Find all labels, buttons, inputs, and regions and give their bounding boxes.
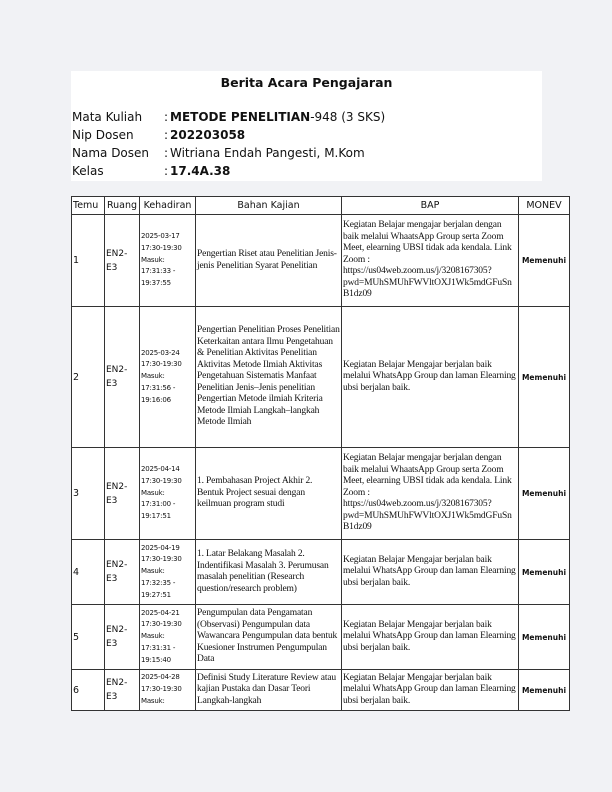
attendance-date: 2025-04-28	[141, 673, 180, 682]
cell-bahan-kajian: 1. Pembahasan Project Akhir 2. Bentuk Project sesuai dengan keilmuan program studi	[196, 448, 342, 540]
cell-monev: Memenuhi	[519, 540, 570, 605]
attendance-masuk: 17:32:35 -	[141, 578, 176, 587]
attendance-time: 17:30-19:30	[141, 360, 182, 369]
info-value	[170, 110, 385, 124]
cell-temu: 6	[72, 670, 105, 711]
info-value	[170, 128, 245, 142]
table-row	[72, 605, 570, 670]
attendance-time: 17:30-19:30	[141, 243, 182, 252]
cell-ruang: EN2-E3	[105, 670, 140, 711]
cell-kehadiran	[140, 307, 196, 448]
attendance-masuk: 17:31:00 -	[141, 500, 176, 509]
table-header-row	[72, 197, 570, 215]
attendance-time: 17:30-19:30	[141, 476, 182, 485]
cell-temu: 5	[72, 605, 105, 670]
info-nama-dosen	[72, 146, 365, 160]
info-separator: :	[164, 146, 169, 160]
cell-monev: Memenuhi	[519, 448, 570, 540]
cell-monev: Memenuhi	[519, 215, 570, 307]
attendance-masuk-label: Masuk:	[141, 696, 165, 705]
cell-bap: Kegiatan Belajar Mengajar berjalan baik melalui WhatsApp Group dan laman Elearning ubsi berjalan baik.	[342, 307, 519, 448]
info-separator: :	[164, 110, 169, 124]
header-temu: Temu	[72, 197, 105, 215]
cell-bahan-kajian: Definisi Study Literature Review atau kajian Pustaka dan Dasar Teori Langkah-langkah	[196, 670, 342, 711]
attendance-table	[71, 196, 570, 711]
cell-temu: 3	[72, 448, 105, 540]
attendance-keluar: 19:37:55	[141, 279, 171, 288]
attendance-date: 2025-04-14	[141, 465, 180, 473]
attendance-time: 17:30-19:30	[141, 555, 182, 564]
attendance-masuk-label: Masuk:	[141, 255, 165, 264]
attendance-masuk-label: Masuk:	[141, 372, 165, 381]
attendance-masuk-label: Masuk:	[141, 567, 165, 576]
attendance-masuk: 17:31:33 -	[141, 267, 176, 276]
table-row	[72, 215, 570, 307]
attendance-keluar: 19:15:40	[141, 655, 171, 664]
lecturer-name: Witriana Endah Pangesti, M.Kom	[170, 146, 365, 160]
cell-kehadiran	[140, 448, 196, 540]
course-name: METODE PENELITIAN	[170, 110, 311, 124]
class-value: 17.4A.38	[170, 164, 231, 178]
cell-ruang: EN2-E3	[105, 605, 140, 670]
cell-bap: Kegiatan Belajar Mengajar berjalan baik melalui WhatsApp Group dan laman Elearning ubsi berjalan baik.	[342, 605, 519, 670]
cell-ruang: EN2-E3	[105, 215, 140, 307]
table-row	[72, 307, 570, 448]
info-label: Mata Kuliah	[72, 110, 143, 124]
report-header	[71, 71, 542, 181]
header-ruang: Ruang	[105, 197, 140, 215]
cell-bap: Kegiatan Belajar Mengajar berjalan baik melalui WhatsApp Group dan laman Elearning ubsi berjalan baik.	[342, 670, 519, 711]
cell-bahan-kajian: Pengertian Riset atau Penelitian Jenis-jenis Penelitian Syarat Penelitian	[196, 215, 342, 307]
attendance-masuk-label: Masuk:	[141, 488, 165, 497]
cell-ruang: EN2-E3	[105, 540, 140, 605]
cell-monev: Memenuhi	[519, 307, 570, 448]
cell-ruang: EN2-E3	[105, 307, 140, 448]
cell-bap: Kegiatan Belajar Mengajar berjalan baik melalui WhatsApp Group dan laman Elearning ubsi berjalan baik.	[342, 540, 519, 605]
attendance-date: 2025-04-21	[141, 608, 180, 617]
info-label: Nip Dosen	[72, 128, 134, 142]
cell-kehadiran	[140, 670, 196, 711]
cell-temu: 4	[72, 540, 105, 605]
cell-bap: Kegiatan Belajar mengajar berjalan dengan baik melalui WhaatsApp Group serta Zoom Meet, elearning UBSI tidak ada kendala. Link Zoom : https://us04web.zoom.us/j/3208167305?pwd=MUhSMUhFWVltOXJ1Wk5mdGFuSnB1dz09	[342, 448, 519, 540]
cell-temu: 2	[72, 307, 105, 448]
table-row	[72, 448, 570, 540]
cell-ruang: EN2-E3	[105, 448, 140, 540]
attendance-masuk: 17:31:31 -	[141, 643, 176, 652]
attendance-date: 2025-04-19	[141, 543, 180, 552]
cell-temu: 1	[72, 215, 105, 307]
attendance-keluar: 19:16:06	[141, 395, 171, 404]
cell-monev: Memenuhi	[519, 605, 570, 670]
attendance-masuk: 17:31:56 -	[141, 383, 176, 392]
document-title: Berita Acara Pengajaran	[220, 75, 393, 90]
attendance-time: 17:30-19:30	[141, 685, 182, 694]
info-separator: :	[164, 128, 169, 142]
attendance-time: 17:30-19:30	[141, 620, 182, 629]
cell-bahan-kajian: Pengumpulan data Pengamatan (Observasi) Pengumpulan data Wawancara Pengumpulan data bentuk Kuesioner Instrumen Pengumpulan Data	[196, 605, 342, 670]
info-nip	[72, 128, 245, 142]
cell-kehadiran	[140, 605, 196, 670]
attendance-date: 2025-03-17	[141, 232, 180, 240]
header-bap: BAP	[342, 197, 519, 215]
attendance-keluar: 19:27:51	[141, 590, 171, 599]
cell-bap: Kegiatan Belajar mengajar berjalan dengan baik melalui WhaatsApp Group serta Zoom Meet, elearning UBSI tidak ada kendala. Link Zoom : https://us04web.zoom.us/j/3208167305?pwd=MUhSMUhFWVltOXJ1Wk5mdGFuSnB1dz09	[342, 215, 519, 307]
info-separator: :	[164, 164, 169, 178]
info-label: Kelas	[72, 164, 104, 178]
nip-value: 202203058	[170, 128, 246, 142]
table-row	[72, 670, 570, 711]
cell-bahan-kajian: Pengertian Penelitian Proses Penelitian Keterkaitan antara Ilmu Pengetahuan & Penelitian Aktivitas Penelitian Aktivitas Metode Ilmiah Aktivitas Pengetahuan Sistematis Manfaat Penelitian Jenis–Jenis penelitian Pengertian Metode ilmiah Kriteria Metode Ilmiah Langkah–langkah Metode Ilmiah	[196, 307, 342, 448]
header-kehadiran: Kehadiran	[140, 197, 196, 215]
course-code: -948 (3 SKS)	[310, 110, 386, 124]
info-label: Nama Dosen	[72, 146, 150, 160]
cell-kehadiran	[140, 215, 196, 307]
header-monev: MONEV	[519, 197, 570, 215]
info-mata-kuliah	[72, 110, 385, 124]
header-bahan-kajian: Bahan Kajian	[196, 197, 342, 215]
attendance-date: 2025-03-24	[141, 348, 180, 357]
table-row	[72, 540, 570, 605]
info-kelas	[72, 164, 230, 178]
cell-kehadiran	[140, 540, 196, 605]
cell-bahan-kajian: 1. Latar Belakang Masalah 2. Indentifikasi Masalah 3. Perumusan masalah penelitian (Research question/research problem)	[196, 540, 342, 605]
attendance-masuk-label: Masuk:	[141, 632, 165, 641]
info-value	[170, 164, 230, 178]
cell-monev: Memenuhi	[519, 670, 570, 711]
attendance-keluar: 19:17:51	[141, 512, 171, 521]
